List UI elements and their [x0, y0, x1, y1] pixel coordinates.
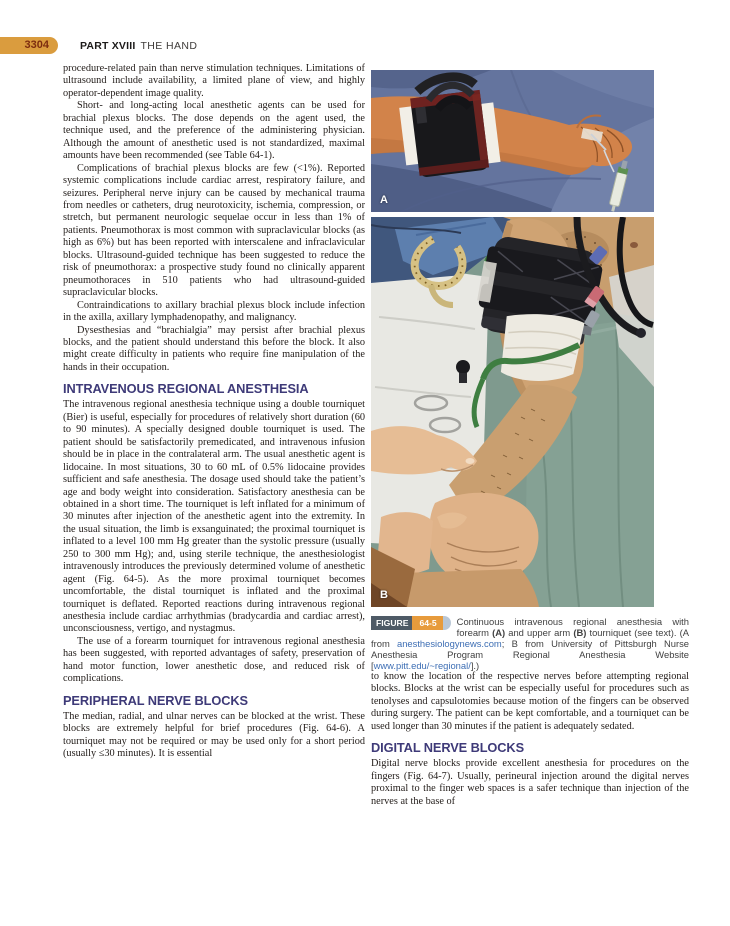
panel-b-label: B — [380, 589, 388, 601]
caption-text: and upper arm — [505, 627, 574, 638]
panel-a-label: A — [380, 194, 388, 206]
caption-bold-a: (A) — [492, 627, 506, 638]
paragraph: Contraindications to axillary brachial plexus block include infection in the axilla, axillary lymphadenopathy, and malignancy. — [63, 299, 365, 324]
figure-panel-a — [371, 70, 654, 212]
part-label: PART XVIII — [80, 40, 136, 52]
figure-badge-word: FIGURE — [371, 616, 412, 630]
paragraph: to know the location of the respective nerves before attempting regional blocks. Blocks at the wrist can be especially useful for procedures such as tenolyses and capsulotomies because motion of the fingers can be observed during surgery. The patient can be kept comfortable, and a tourniquet can be used longer than 30 minutes if the patient is adequately sedated. — [371, 671, 689, 732]
caption-text: Continuous intravenous regional anesthesia with forearm — [456, 616, 689, 638]
paragraph: The use of a forearm tourniquet for intravenous regional anesthesia has been suggested, with reported advantages of safety, preservation of hand motor function, lower anesthetic dose, and reduced risk of complications. — [63, 635, 365, 685]
running-header — [80, 40, 197, 52]
section-heading-digital-nerve-blocks: DIGITAL NERVE BLOCKS — [371, 740, 524, 756]
paragraph: The median, radial, and ulnar nerves can be blocked at the wrist. These blocks are extremely helpful for brief procedures (Fig. 64-6). A tourniquet may not be required or may be used only for a short period (usually ≤30 minutes). It is essential — [63, 710, 365, 760]
figure-badge — [371, 616, 451, 630]
figure-badge-tail — [443, 616, 451, 630]
left-column — [63, 63, 365, 761]
paragraph: Dysesthesias and “brachialgia” may persist after brachial plexus blocks, and the patient should understand this before the block. It also might create difficulty in patients who require fine manipulation of the hands in their occupation. — [63, 324, 365, 373]
caption-text: ; B from University of Pittsburgh Nurse Anesthesia Program Regional Anesthesia Website [ — [371, 638, 689, 671]
caption-text: ].) — [470, 660, 480, 671]
figure-panel-b — [371, 217, 654, 607]
caption-bold-b: (B) — [573, 627, 587, 638]
photo-upper-arm-tourniquet — [371, 217, 654, 607]
section-heading-peripheral-nerve-blocks: PERIPHERAL NERVE BLOCKS — [63, 692, 248, 708]
figure-caption — [371, 616, 689, 671]
paragraph: Complications of brachial plexus blocks are few (<1%). Reported systemic complications include cardiac arrest, respiratory failure, and seizures. Peripheral nerve injury can be caused by mechanical trauma from needles or catheters, drug neurotoxicity, ischemia, compression, or stretch, but permanent neurologic sequelae occur in less than 1% of patients. Pneumothorax is most common with supraclavicular blocks (as high as 6%) but has been reported with interscalene and infraclavicular blocks. Ultrasound-guided technique has been suggested to reduce the risk of pneumothorax: a prospective study found no clinically apparent pneumothoraces in 510 patients who had ultrasound-guided supraclavicular blocks. — [63, 162, 365, 299]
part-title: THE HAND — [140, 40, 198, 52]
page-number-badge: 3304 — [0, 37, 58, 54]
caption-link-anesthesiologynews[interactable]: anesthesiologynews.com — [397, 638, 502, 649]
paragraph: The intravenous regional anesthesia technique using a double tourniquet (Bier) is useful, especially for procedures of relatively short duration (60 to 90 minutes). A specially designed double tourniquet is used. The patient should be satisfactorily premedicated, and intravenous infusion should be in place in the contralateral arm. The usual anesthetic agent is lidocaine. In most situations, 30 to 60 mL of 0.5% lidocaine provides sufficient and safe anesthesia. The dosage used should take the patient’s age and body weight into consideration. Satisfactory anesthesia can be obtained in a short time. The tourniquet is left inflated for a minimum of 30 minutes after injection of the anesthetic agent into the extremity. In the usual situation, the limb is exsanguinated; the proximal tourniquet is inflated to a level 100 mm Hg greater than the systolic pressure (usually 250 to 300 mm Hg); and, using sterile technique, the anesthesiologist intravenously introduces the previously determined volume of anesthetic agent (Fig. 64-5). As the more proximal tourniquet becomes uncomfortable, the distal tourniquet is inflated and the proximal tourniquet is deflated. Reported reactions during intravenous regional anesthesia include cardiac arrhythmias (bradycardia and cardiac arrest), unconsciousness, vertigo, and nystagmus. — [63, 399, 365, 635]
section-heading-intravenous-regional-anesthesia: INTRAVENOUS REGIONAL ANESTHESIA — [63, 381, 309, 397]
caption-text: tourniquet (see text). (A from — [371, 627, 689, 649]
right-column — [371, 63, 689, 808]
caption-link-pitt[interactable]: www.pitt.edu/~regional/ — [373, 660, 471, 671]
photo-forearm-tourniquet — [371, 70, 654, 212]
paragraph: Digital nerve blocks provide excellent anesthesia for procedures on the fingers (Fig. 64-7). Usually, perineural injection around the digital nerves proximal to the finger web spaces is a safer technique than injection of the nerves at the base of — [371, 758, 689, 807]
figure-badge-number: 64-5 — [412, 616, 443, 630]
paragraph: procedure-related pain than nerve stimulation techniques. Limitations of ultrasound include availability, a limited plane of view, and highly operator-dependent image quality. — [63, 63, 365, 99]
paragraph: Short- and long-acting local anesthetic agents can be used for brachial plexus blocks. The dose depends on the agent used, the technique used, and the preference of the administering physician. Although the amount of anesthetic used is not standardized, maximal amounts have been recommended (see Table 64-1). — [63, 100, 365, 162]
